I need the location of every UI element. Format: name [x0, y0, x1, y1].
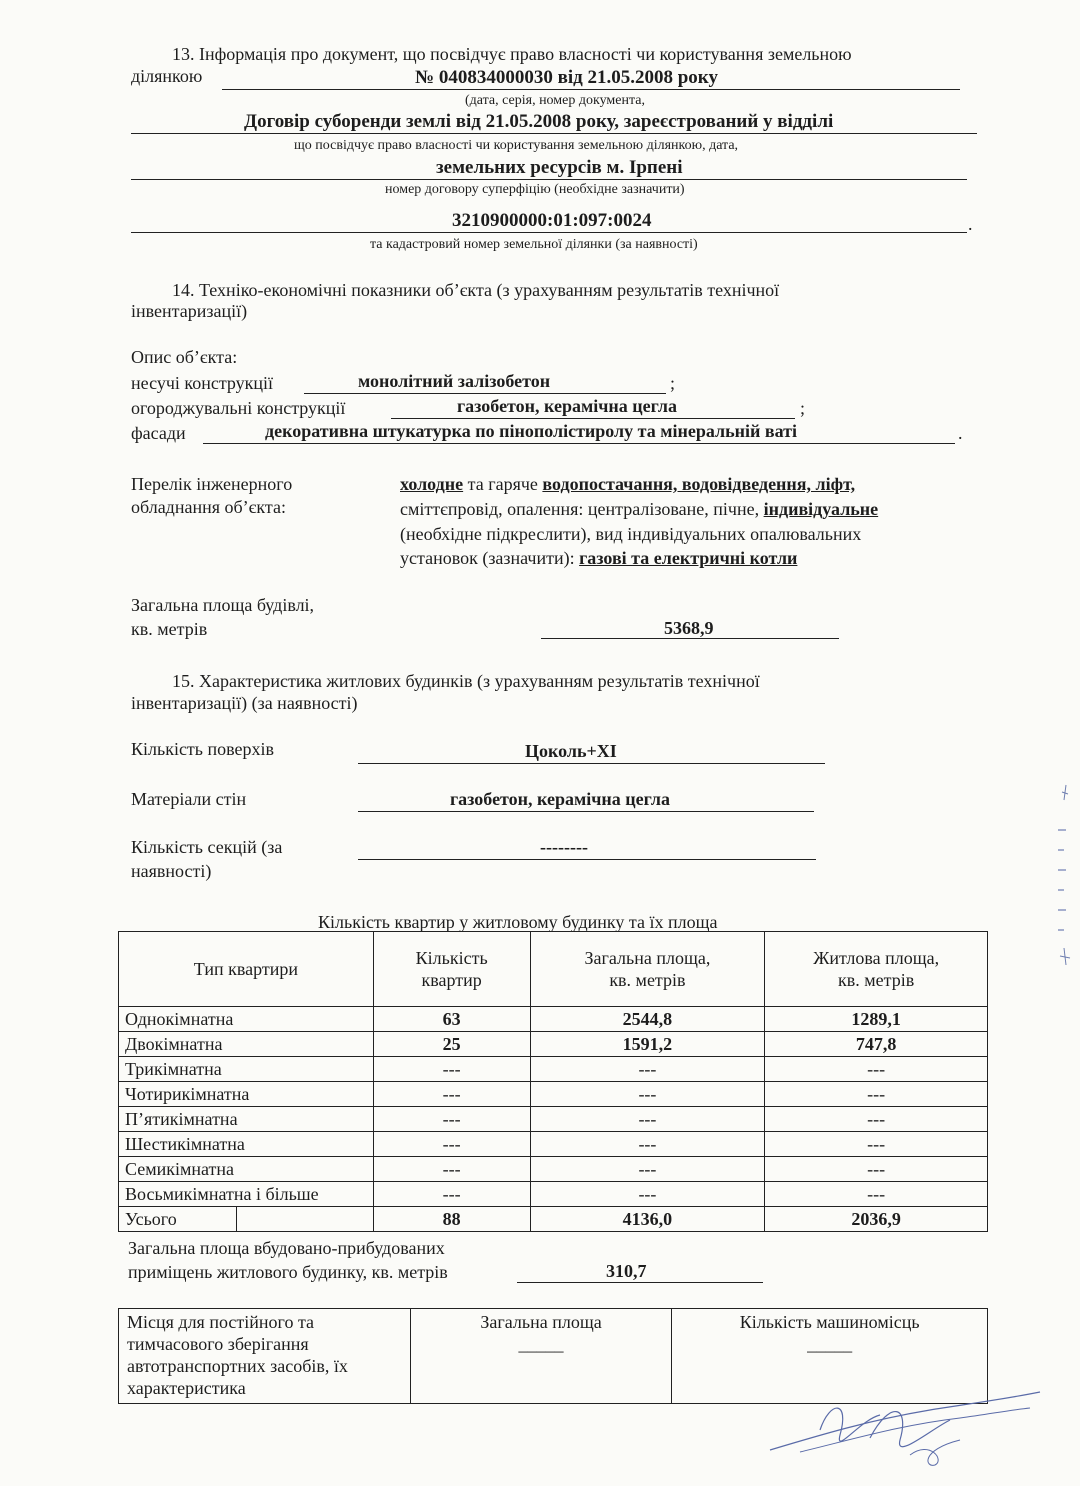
cell-count: ---: [373, 1182, 530, 1207]
table-row: [119, 1007, 988, 1032]
engineering-line2: [400, 499, 878, 520]
cell-living-area: 747,8: [765, 1032, 988, 1057]
enclosing-semicolon: ;: [800, 398, 806, 418]
cell-total-area: 2544,8: [530, 1007, 765, 1032]
facades-label: фасади: [131, 423, 186, 443]
cell-count: ---: [373, 1132, 530, 1157]
s15-heading-line2: інвентаризації) (за наявності): [131, 693, 358, 713]
table-row: [119, 1032, 988, 1057]
facades-period: .: [958, 423, 963, 443]
caption-cadastral: та кадастровий номер земельної ділянки (за наявності): [370, 237, 698, 252]
cell-total-area: 4136,0: [530, 1207, 765, 1232]
s13-para-line1: 13. Інформація про документ, що посвідчує право власності чи користування земельною: [172, 44, 852, 64]
sections-value: --------: [540, 837, 588, 857]
eng-line4-text: установок (зазначити):: [400, 548, 580, 568]
apartments-table: [118, 931, 988, 1232]
load-bearing-value: монолітний залізобетон: [358, 371, 551, 391]
floors-value: Цоколь+XI: [525, 741, 617, 761]
margin-stamp-marks: [1054, 780, 1074, 974]
enclosing-label: огороджувальні конструкції: [131, 398, 346, 418]
facades-value: декоративна штукатурка по пінополістиролу та мінеральній ваті: [265, 421, 797, 441]
table-row: [119, 1182, 988, 1207]
cell-count: ---: [373, 1157, 530, 1182]
cell-total-area: ---: [530, 1182, 765, 1207]
cell-type: Двокімнатна: [119, 1032, 374, 1057]
contract-line2-value: земельних ресурсів м. Ірпені: [436, 157, 683, 178]
table-row: [119, 1132, 988, 1157]
cell-total-area: ---: [530, 1057, 765, 1082]
built-in-label-1: Загальна площа вбудовано-прибудованих: [128, 1238, 445, 1258]
cell-type: П’ятикімнатна: [119, 1107, 374, 1132]
load-bearing-semicolon: ;: [670, 373, 676, 393]
cell-total-area: ---: [530, 1132, 765, 1157]
cell-living-area: 1289,1: [765, 1007, 988, 1032]
engineering-label-1: Перелік інженерного: [131, 474, 293, 494]
cell-living-area: ---: [765, 1057, 988, 1082]
cell-living-area: 2036,9: [765, 1207, 988, 1232]
caption-superficies: номер договору суперфіцію (необхідне зазначити): [385, 182, 685, 197]
eng-boilers: газові та електричні котли: [579, 548, 798, 568]
sections-label-1: Кількість секцій (за: [131, 837, 283, 857]
built-in-label-2: приміщень житлового будинку, кв. метрів: [128, 1262, 448, 1282]
cell-living-area: ---: [765, 1157, 988, 1182]
cell-total-area: 1591,2: [530, 1032, 765, 1057]
header-total-area: Загальна площа, кв. метрів: [530, 932, 765, 1007]
cell-type: Чотирикімнатна: [119, 1082, 374, 1107]
cell-count: ---: [373, 1057, 530, 1082]
cell-count: ---: [373, 1107, 530, 1132]
contract-line1-value: Договір суборенди землі від 21.05.2008 року, зареєстрований у відділі: [244, 111, 834, 132]
eng-cold: холодне: [400, 474, 464, 494]
cell-living-area: ---: [765, 1132, 988, 1157]
cell-total-area: ---: [530, 1107, 765, 1132]
engineering-line3: (необхідне підкреслити), вид індивідуальних опалювальних: [400, 524, 862, 544]
eng-individual: індивідуальне: [763, 499, 879, 519]
cell-count: 25: [373, 1032, 530, 1057]
built-in-value: 310,7: [606, 1261, 647, 1281]
table-total-row: [119, 1207, 988, 1232]
cell-type: Усього: [119, 1207, 374, 1232]
eng-and-hot: та гаряче: [463, 474, 543, 494]
floors-label: Кількість поверхів: [131, 739, 275, 759]
eng-line2-text: сміттєпровід, опалення: централізоване, пічне,: [400, 499, 764, 519]
cell-type: Однокімнатна: [119, 1007, 374, 1032]
caption-document: (дата, серія, номер документа,: [465, 93, 645, 108]
total-area-label-1: Загальна площа будівлі,: [131, 595, 315, 615]
load-bearing-label: несучі конструкції: [131, 373, 274, 393]
cell-living-area: ---: [765, 1107, 988, 1132]
parking-area-cell: [410, 1309, 672, 1404]
engineering-label-2: обладнання об’єкта:: [131, 497, 286, 517]
cell-type: Трикімнатна: [119, 1057, 374, 1082]
walls-label: Матеріали стін: [131, 789, 247, 809]
cell-count: ---: [373, 1082, 530, 1107]
header-type: Тип квартири: [119, 932, 374, 1007]
cell-living-area: ---: [765, 1182, 988, 1207]
parking-area-header: Загальна площа: [480, 1312, 602, 1332]
cadastral-number-value: 3210900000:01:097:0024: [452, 210, 652, 231]
sections-label-2: наявності): [131, 861, 212, 881]
table-row: [119, 1082, 988, 1107]
engineering-line4: [400, 548, 797, 569]
handwritten-signature: [760, 1380, 1050, 1470]
s13-para-line2: ділянкою: [131, 66, 203, 86]
cell-type: Восьмикімнатна і більше: [119, 1182, 374, 1207]
table-row: [119, 1107, 988, 1132]
doc-number-value: № 040834000030 від 21.05.2008 року: [415, 67, 718, 88]
cell-type: Семикімнатна: [119, 1157, 374, 1182]
table-row: [119, 1057, 988, 1082]
total-area-value: 5368,9: [664, 618, 714, 638]
cell-living-area: ---: [765, 1082, 988, 1107]
parking-spaces-header: Кількість машиномісць: [739, 1312, 920, 1332]
caption-right: що посвідчує право власності чи користування земельною ділянкою, дата,: [294, 138, 739, 153]
cell-count: 63: [373, 1007, 530, 1032]
s14-heading-line1: 14. Техніко-економічні показники об’єкта (з урахуванням результатів технічної: [172, 280, 780, 300]
cell-type: Шестикімнатна: [119, 1132, 374, 1157]
eng-water: водопостачання, водовідведення, ліфт,: [542, 474, 856, 494]
apartments-caption: Кількість квартир у житловому будинку та їх площа: [318, 912, 718, 932]
description-label: Опис об’єкта:: [131, 347, 238, 367]
cell-total-area: ---: [530, 1157, 765, 1182]
header-count: Кількість квартир: [373, 932, 530, 1007]
header-living-area: Житлова площа, кв. метрів: [765, 932, 988, 1007]
cell-count: 88: [373, 1207, 530, 1232]
table-header-row: [119, 932, 988, 1007]
s15-heading-line1: 15. Характеристика житлових будинків (з урахуванням результатів технічної: [172, 671, 760, 691]
parking-spaces-value: _____: [807, 1334, 853, 1354]
cell-total-area: ---: [530, 1082, 765, 1107]
enclosing-value: газобетон, керамічна цегла: [457, 396, 677, 416]
s13-period: .: [968, 214, 973, 234]
table-row: [119, 1157, 988, 1182]
engineering-line1: [400, 474, 855, 495]
total-area-label-2: кв. метрів: [131, 619, 208, 639]
parking-area-value: _____: [518, 1334, 564, 1354]
total-row-divider: [236, 1207, 237, 1231]
walls-value: газобетон, керамічна цегла: [450, 789, 670, 809]
parking-label-cell: Місця для постійного та тимчасового зберігання автотранспортних засобів, їх характеристика: [119, 1309, 411, 1404]
s14-heading-line2: інвентаризації): [131, 301, 248, 321]
